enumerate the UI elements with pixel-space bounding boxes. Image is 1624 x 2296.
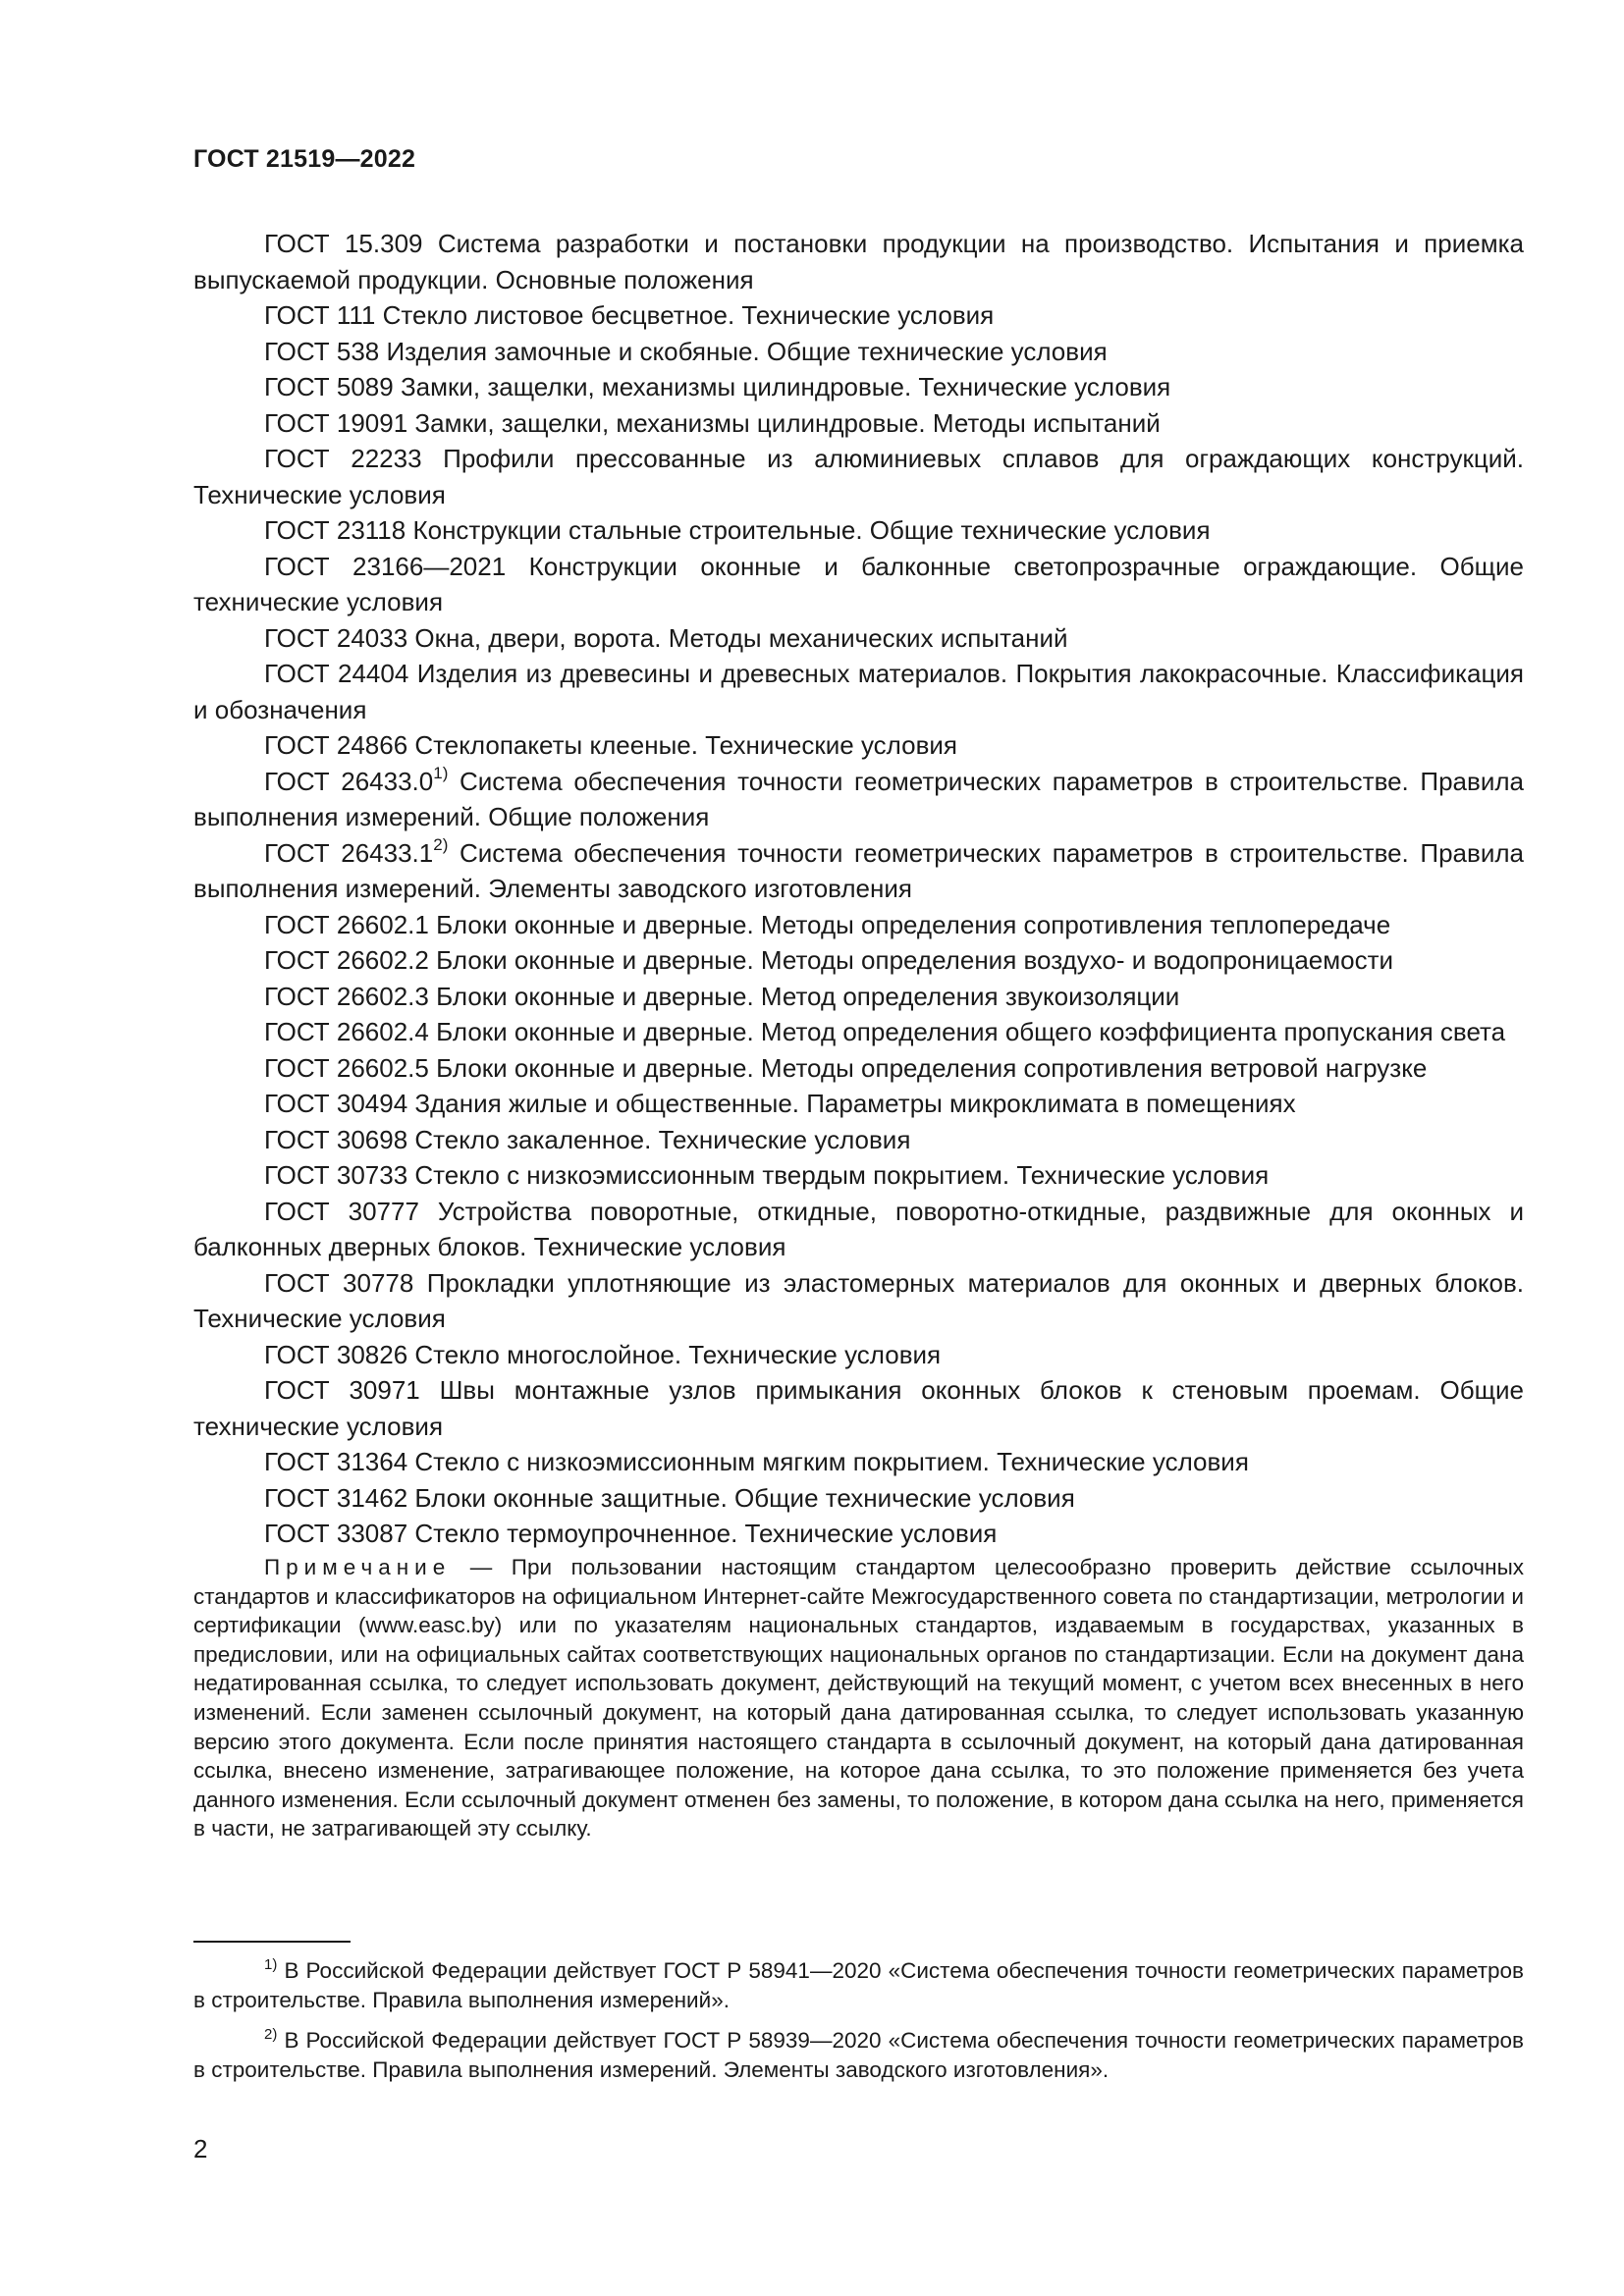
reference-item: [193, 907, 1524, 943]
reference-title: Конструкции оконные и балконные светопрозрачные ограждающие. Общие технические условия: [193, 551, 1524, 616]
reference-title: Стекло с низкоэмиссионным мягким покрытием. Технические условия: [414, 1447, 1249, 1476]
reference-code: ГОСТ 30778: [264, 1267, 414, 1298]
reference-title: Замки, защелки, механизмы цилиндровые. Методы испытаний: [414, 407, 1161, 438]
footnote-separator: [193, 1941, 351, 1943]
reference-title: Окна, двери, ворота. Методы механических испытаний: [414, 622, 1068, 653]
reference-code: ГОСТ 538: [264, 336, 380, 366]
reference-item: [193, 764, 1524, 835]
reference-code: ГОСТ 33087: [264, 1519, 408, 1548]
reference-code: ГОСТ 23166—2021: [264, 551, 507, 581]
reference-title: Система обеспечения точности геометрических параметров в строительстве. Правила выполнения измерений. Общие положения: [193, 766, 1524, 831]
footnotes: [193, 1956, 1524, 2096]
reference-item: [193, 620, 1524, 657]
reference-item: [193, 1122, 1524, 1158]
reference-item: [193, 1337, 1524, 1373]
reference-code: ГОСТ 19091: [264, 407, 408, 438]
reference-item: [193, 1444, 1524, 1480]
reference-item: [193, 369, 1524, 405]
reference-title: Система разработки и постановки продукции на производство. Испытания и приемка выпускаемой продукции. Основные положения: [193, 229, 1524, 294]
reference-item: [193, 1014, 1524, 1050]
reference-code: ГОСТ 30494: [264, 1089, 408, 1118]
reference-item: [193, 835, 1524, 907]
reference-title: Блоки оконные и дверные. Метод определения звукоизоляции: [436, 981, 1180, 1011]
reference-item: [193, 334, 1524, 370]
reference-title: Устройства поворотные, откидные, поворотно-откидные, раздвижные для оконных и балконных дверных блоков. Технические условия: [193, 1196, 1524, 1261]
reference-title: Блоки оконные и дверные. Методы определения сопротивления теплопередаче: [436, 909, 1391, 939]
reference-code: ГОСТ 24866: [264, 730, 408, 760]
reference-item: [193, 405, 1524, 442]
reference-item: [193, 1086, 1524, 1122]
reference-title: Стекло термоупрочненное. Технические условия: [414, 1519, 998, 1548]
reference-title: Швы монтажные узлов примыкания оконных блоков к стеновым проемам. Общие технические условия: [193, 1375, 1524, 1441]
reference-title: Блоки оконные защитные. Общие технические условия: [414, 1482, 1075, 1513]
reference-code: ГОСТ 26433.1: [264, 837, 434, 868]
reference-code: ГОСТ 23118: [264, 515, 406, 545]
reference-code: ГОСТ 22233: [264, 444, 422, 473]
reference-item: [193, 727, 1524, 764]
reference-item: [193, 1050, 1524, 1087]
reference-item: [193, 1516, 1524, 1552]
reference-item: [193, 1480, 1524, 1517]
reference-title: Стекло закаленное. Технические условия: [414, 1124, 911, 1154]
reference-title: Блоки оконные и дверные. Методы определения сопротивления ветровой нагрузке: [436, 1052, 1428, 1083]
reference-item: [193, 1372, 1524, 1444]
reference-code: ГОСТ 26602.5: [264, 1052, 429, 1083]
reference-item: [193, 1265, 1524, 1337]
reference-code: ГОСТ 30733: [264, 1160, 408, 1190]
page-header: ГОСТ 21519—2022: [193, 145, 416, 173]
reference-code: ГОСТ 26433.0: [264, 766, 434, 796]
reference-title: Изделия из древесины и древесных материалов. Покрытия лакокрасочные. Классификация и обозначения: [193, 659, 1524, 724]
reference-code: ГОСТ 26602.4: [264, 1017, 429, 1046]
reference-title: Стеклопакеты клееные. Технические условия: [414, 730, 958, 760]
reference-title: Профили прессованные из алюминиевых сплавов для ограждающих конструкций. Технические условия: [193, 444, 1524, 509]
reference-code: ГОСТ 111: [264, 300, 376, 330]
page-number: 2: [193, 2134, 208, 2163]
footnote-text: В Российской Федерации действует ГОСТ Р 58939—2020 «Система обеспечения точности геометрических параметров в строительстве. Правила выполнения измерений. Элементы заводского изготовления».: [193, 2028, 1524, 2082]
footnote-number: 1): [264, 1955, 278, 1973]
reference-title: Блоки оконные и дверные. Методы определения воздухо- и водопроницаемости: [436, 945, 1394, 975]
reference-title: Стекло многослойное. Технические условия: [414, 1339, 942, 1369]
reference-item: [193, 226, 1524, 297]
reference-code: ГОСТ 30971: [264, 1375, 420, 1405]
reference-item: [193, 979, 1524, 1015]
reference-code: ГОСТ 26602.1: [264, 909, 429, 939]
note-label: Примечание: [264, 1555, 452, 1579]
reference-item: [193, 441, 1524, 512]
footnote-item: [193, 2026, 1524, 2084]
reference-code: ГОСТ 31364: [264, 1447, 408, 1476]
footnote-marker: 2): [433, 834, 449, 854]
reference-title: Стекло с низкоэмиссионным твердым покрытием. Технические условия: [414, 1160, 1270, 1190]
reference-title: Здания жилые и общественные. Параметры микроклимата в помещениях: [414, 1089, 1296, 1118]
reference-item: [193, 512, 1524, 549]
reference-code: ГОСТ 24033: [264, 622, 408, 653]
reference-code: ГОСТ 5089: [264, 372, 394, 401]
reference-code: ГОСТ 30826: [264, 1339, 408, 1369]
reference-item: [193, 942, 1524, 979]
reference-item: [193, 1157, 1524, 1194]
reference-item: [193, 549, 1524, 620]
reference-code: ГОСТ 24404: [264, 659, 409, 688]
reference-code: ГОСТ 26602.3: [264, 981, 429, 1011]
reference-code: ГОСТ 30698: [264, 1124, 408, 1154]
reference-title: Блоки оконные и дверные. Метод определения общего коэффициента пропускания света: [436, 1017, 1506, 1046]
reference-title: Замки, защелки, механизмы цилиндровые. Технические условия: [400, 372, 1171, 401]
reference-title: Конструкции стальные строительные. Общие технические условия: [412, 515, 1211, 545]
footnote-marker: 1): [433, 763, 449, 782]
reference-item: [193, 1194, 1524, 1265]
reference-item: [193, 297, 1524, 334]
footnote-item: [193, 1956, 1524, 2014]
reference-title: Прокладки уплотняющие из эластомерных материалов для оконных и дверных блоков. Технические условия: [193, 1267, 1525, 1333]
normative-references-list: [193, 226, 1524, 1552]
reference-code: ГОСТ 31462: [264, 1482, 408, 1513]
reference-title: Стекло листовое бесцветное. Технические условия: [382, 300, 995, 330]
reference-code: ГОСТ 15.309: [264, 229, 423, 258]
reference-title: Изделия замочные и скобяные. Общие технические условия: [386, 336, 1108, 366]
reference-item: [193, 656, 1524, 727]
reference-title: Система обеспечения точности геометрических параметров в строительстве. Правила выполнения измерений. Элементы заводского изготовления: [193, 837, 1524, 903]
reference-code: ГОСТ 30777: [264, 1196, 419, 1226]
note-paragraph: [193, 1553, 1524, 1843]
reference-code: ГОСТ 26602.2: [264, 945, 429, 975]
footnote-text: В Российской Федерации действует ГОСТ Р 58941—2020 «Система обеспечения точности геометрических параметров в строительстве. Правила выполнения измерений».: [193, 1958, 1524, 2012]
footnote-number: 2): [264, 2025, 278, 2043]
note-text: — При пользовании настоящим стандартом целесообразно проверить действие ссылочных стандартов и классификаторов на официальном Интернет-сайте Межгосударственного совета по стандартизации, метрологии и сертификации (www.easc.by) или по указателям национальных стандартов, издаваемым в государствах, указанных в предисловии, или на официальных сайтах соответствующих национальных органов по стандартизации. Если на документ дана недатированная ссылка, то следует использовать документ, действующий на текущий момент, с учетом всех внесенных в него изменений. Если заменен ссылочный документ, на который дана датированная ссылка, то следует использовать указанную версию этого документа. Если после принятия настоящего стандарта в ссылочный документ, на который дана датированная ссылка, внесено изменение, затрагивающее положение, на которое дана ссылка, то это положение применяется без учета данного изменения. Если ссылочный документ отменен без замены, то положение, в котором дана ссылка на него, применяется в части, не затрагивающей эту ссылку.: [193, 1555, 1524, 1842]
